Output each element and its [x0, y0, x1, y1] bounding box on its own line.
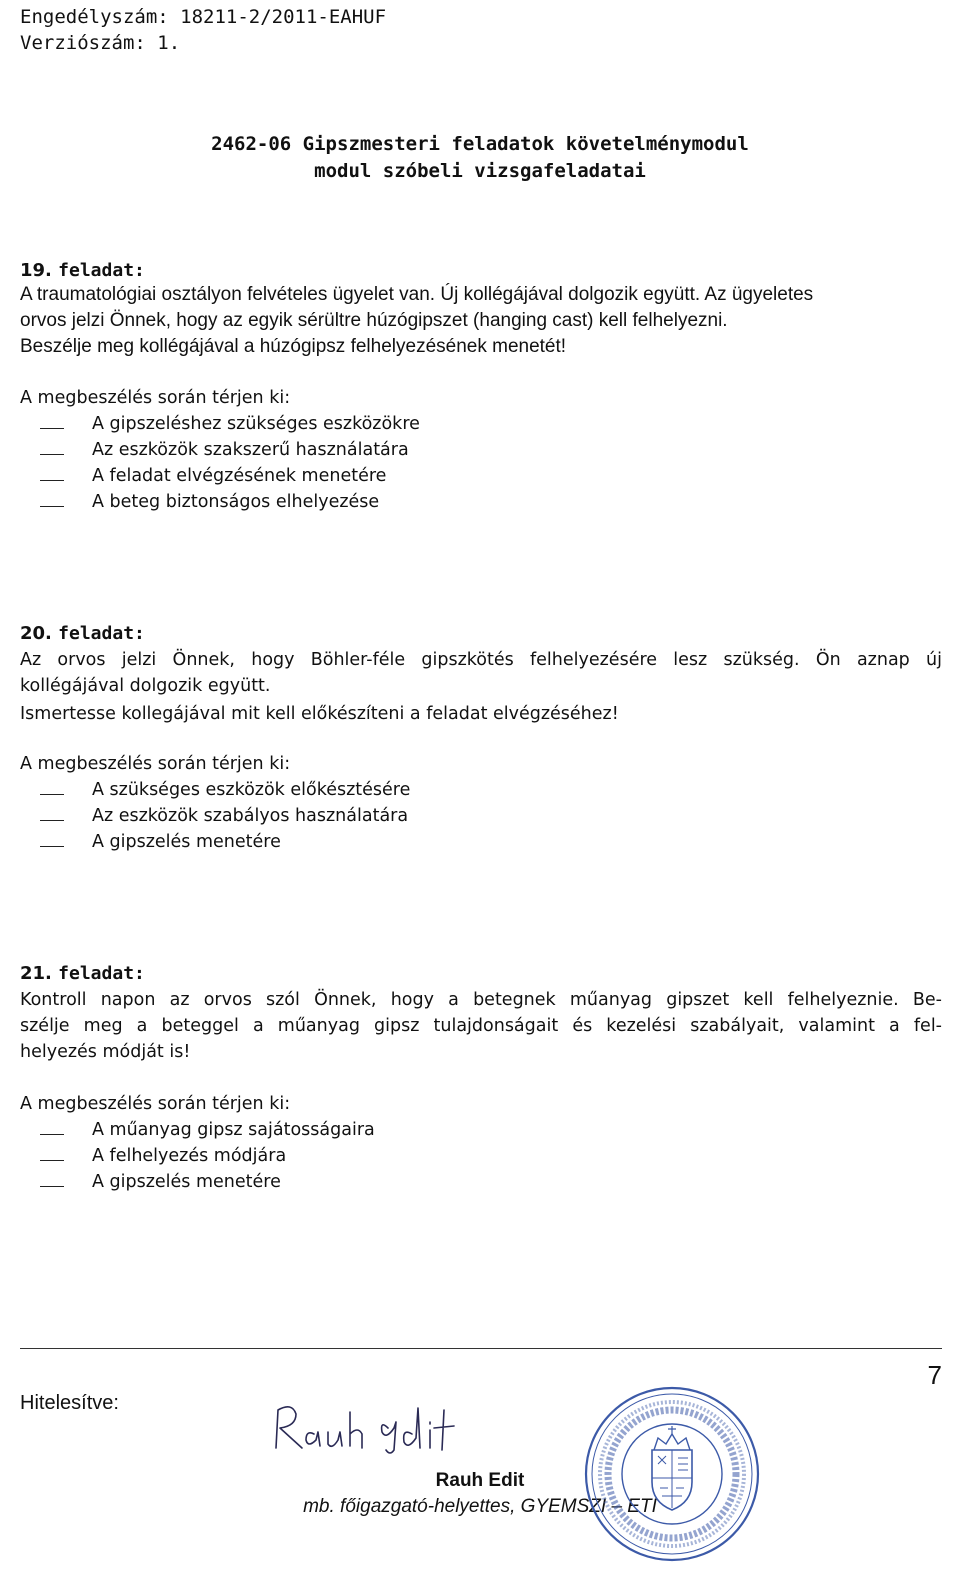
- task-19-list-item: A feladat elvégzésének menetére: [92, 466, 387, 486]
- task-label: feladat:: [58, 963, 145, 984]
- page-number: 7: [927, 1360, 942, 1390]
- dash-bullet: [40, 1186, 64, 1187]
- task-number: 19.: [20, 260, 52, 281]
- task-19-text-line: orvos jelzi Önnek, hogy az egyik sérültre húzógipszet (hanging cast) kell felhelyezni.: [20, 310, 728, 331]
- task-20-list-item: A gipszelés menetére: [92, 832, 281, 852]
- dash-bullet: [40, 1160, 64, 1161]
- task-21-list-item: A gipszelés menetére: [92, 1172, 281, 1192]
- task-19-list-item: Az eszközök szakszerű használatára: [92, 440, 409, 460]
- official-stamp-image: [582, 1384, 762, 1564]
- signer-name: Rauh Edit: [435, 1470, 525, 1491]
- task-21-list-item: A felhelyezés módjára: [92, 1146, 287, 1166]
- task-19-list-item: A beteg biztonságos elhelyezése: [92, 492, 380, 512]
- license-number: Engedélyszám: 18211-2/2011-EAHUF: [20, 6, 387, 28]
- page-title-line2: modul szóbeli vizsgafeladatai: [314, 160, 646, 182]
- task-number: 21.: [20, 963, 52, 984]
- signature-image: [262, 1398, 472, 1458]
- task-21-list-item: A műanyag gipsz sajátosságaira: [92, 1120, 375, 1140]
- task-label: feladat:: [58, 260, 145, 281]
- task-20-intro: A megbeszélés során térjen ki:: [20, 754, 291, 774]
- dash-bullet: [40, 846, 64, 847]
- signer-role: mb. főigazgató-helyettes, GYEMSZI – ETI: [303, 1496, 657, 1517]
- task-20-text-line: Ismertesse kollegájával mit kell előkészíteni a feladat elvégzéséhez!: [20, 704, 619, 724]
- task-21-text-line: szélje meg a beteggel a műanyag gipsz tulajdonságait és kezelési szabályait, valamint a fel-: [20, 1016, 942, 1036]
- certified-label: Hitelesítve:: [20, 1392, 119, 1414]
- task-21-intro: A megbeszélés során térjen ki:: [20, 1094, 291, 1114]
- task-21-heading: [20, 963, 145, 984]
- page-title-line1: 2462-06 Gipszmesteri feladatok követelménymodul: [211, 133, 749, 155]
- task-21-text-line: helyezés módját is!: [20, 1042, 191, 1062]
- task-number: 20.: [20, 623, 52, 644]
- dash-bullet: [40, 454, 64, 455]
- task-19-text-line: A traumatológiai osztályon felvételes ügyelet van. Új kollégájával dolgozik együtt. Az ügyeletes: [20, 284, 814, 305]
- dash-bullet: [40, 1134, 64, 1135]
- version-number: Verziószám: 1.: [20, 32, 181, 54]
- dash-bullet: [40, 506, 64, 507]
- dash-bullet: [40, 480, 64, 481]
- task-20-list-item: A szükséges eszközök előkésztésére: [92, 780, 411, 800]
- dash-bullet: [40, 794, 64, 795]
- dash-bullet: [40, 428, 64, 429]
- task-20-text-line: Az orvos jelzi Önnek, hogy Böhler-féle gipszkötés felhelyezésére lesz szükség. Ön aznap új: [20, 650, 942, 670]
- dash-bullet: [40, 820, 64, 821]
- task-19-list-item: A gipszeléshez szükséges eszközökre: [92, 414, 420, 434]
- task-21-text-line: Kontroll napon az orvos szól Önnek, hogy a betegnek műanyag gipszet kell felhelyeznie. Be-: [20, 990, 942, 1010]
- task-20-text-line: kollégájával dolgozik együtt.: [20, 676, 271, 696]
- task-label: feladat:: [58, 623, 145, 644]
- task-19-intro: A megbeszélés során térjen ki:: [20, 388, 291, 408]
- task-19-heading: [20, 260, 145, 281]
- task-20-list-item: Az eszközök szabályos használatára: [92, 806, 409, 826]
- task-20-heading: [20, 623, 145, 644]
- task-19-text-line: Beszélje meg kollégájával a húzógipsz felhelyezésének menetét!: [20, 336, 567, 357]
- footer-rule: [20, 1348, 942, 1349]
